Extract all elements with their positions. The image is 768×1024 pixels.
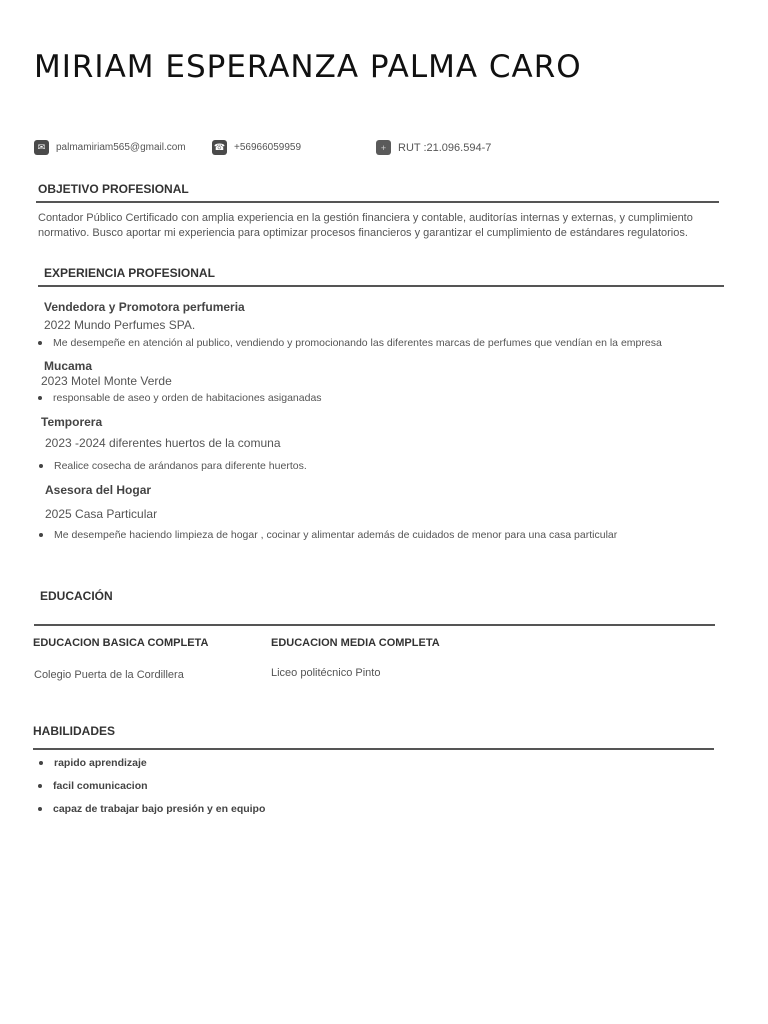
job-role: Mucama	[44, 359, 93, 373]
phone-contact	[212, 140, 301, 155]
skills-divider	[33, 748, 714, 750]
email-contact	[34, 140, 186, 155]
skill-item: capaz de trabajar bajo presión y en equipo	[38, 803, 265, 815]
job-detail: 2025 Casa Particular	[45, 507, 158, 521]
objective-divider	[36, 201, 719, 203]
experience-heading: EXPERIENCIA PROFESIONAL	[44, 266, 215, 280]
job-bullet: Me desempeñe en atención al publico, vendiendo y promocionando las diferentes marcas de perfumes que vendían en la empresa	[38, 337, 662, 349]
rut-contact	[376, 140, 491, 155]
job-bullet: Realice cosecha de arándanos para diferente huertos.	[39, 460, 307, 472]
mail-icon: ✉	[34, 140, 49, 155]
education-school: Colegio Puerta de la Cordillera	[34, 669, 184, 681]
experience-divider	[38, 285, 724, 287]
education-level: EDUCACION BASICA COMPLETA	[33, 637, 209, 649]
job-role: Temporera	[41, 415, 103, 429]
job-bullet: Me desempeñe haciendo limpieza de hogar , cocinar y alimentar además de cuidados de menor para una casa particular	[39, 529, 617, 541]
job-detail: 2023 -2024 diferentes huertos de la comuna	[45, 436, 281, 450]
job-detail: 2022 Mundo Perfumes SPA.	[44, 318, 196, 332]
phone-icon: ☎	[212, 140, 227, 155]
education-level: EDUCACION MEDIA COMPLETA	[271, 637, 440, 649]
objective-heading: OBJETIVO PROFESIONAL	[38, 182, 189, 196]
job-detail: 2023 Motel Monte Verde	[41, 374, 172, 388]
education-divider	[34, 624, 715, 626]
candidate-name: MIRIAM ESPERANZA PALMA CARO	[34, 49, 582, 85]
skill-item: facil comunicacion	[38, 780, 148, 792]
job-role: Vendedora y Promotora perfumeria	[44, 300, 245, 314]
rut-text: RUT :21.096.594-7	[398, 141, 492, 154]
job-role: Asesora del Hogar	[45, 483, 152, 497]
skill-item: rapido aprendizaje	[39, 757, 147, 769]
education-school: Liceo politécnico Pinto	[271, 667, 381, 679]
education-heading: EDUCACIÓN	[40, 589, 113, 603]
id-icon: +	[376, 140, 391, 155]
job-bullet: responsable de aseo y orden de habitaciones asiganadas	[38, 392, 322, 404]
phone-text: +56966059959	[234, 142, 302, 153]
email-text: palmamiriam565@gmail.com	[56, 142, 186, 153]
skills-heading: HABILIDADES	[33, 724, 116, 738]
objective-text: Contador Público Certificado con amplia experiencia en la gestión financiera y contable, auditorías internas y externas, y cumplimiento normativo. Busco aportar mi experiencia para optimizar procesos financieros y garantizar el cumplimiento de estándares regulatorios.	[38, 212, 693, 239]
